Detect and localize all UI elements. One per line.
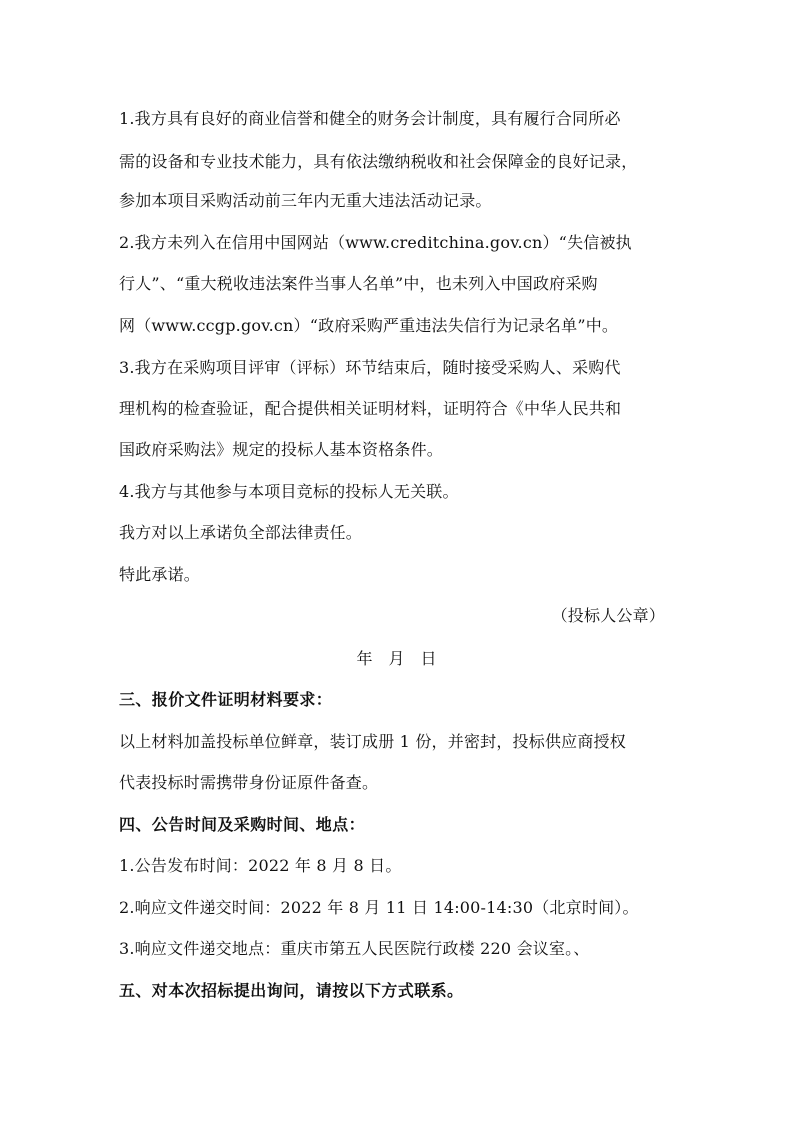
commitment-3-line-1: 3.我方在采购项目评审（评标）环节结束后，随时接受采购人、采购代 — [119, 358, 621, 377]
section-4-heading: 四、公告时间及采购时间、地点： — [119, 815, 366, 834]
commitment-3-line-3: 国政府采购法》规定的投标人基本资格条件。 — [119, 440, 444, 459]
section-5-heading: 五、对本次招标提出询问，请按以下方式联系。 — [119, 981, 464, 1000]
commitment-2-line-2: 行人”、“重大税收违法案件当事人名单”中，也未列入中国政府采购 — [119, 274, 598, 293]
closing-statement: 特此承诺。 — [119, 565, 201, 584]
section-4-item-3: 3.响应文件递交地点：重庆市第五人民医院行政楼 220 会议室。、 — [119, 939, 590, 958]
commitment-1-line-2: 需的设备和专业技术能力，具有依法缴纳税收和社会保障金的良好记录， — [119, 152, 638, 171]
commitment-1-line-1: 1.我方具有良好的商业信誉和健全的财务会计制度，具有履行合同所必 — [119, 109, 621, 128]
commitment-2-line-1: 2.我方未列入在信用中国网站（www.creditchina.gov.cn）“失信被执 — [119, 233, 632, 252]
bidder-seal-label: （投标人公章） — [551, 606, 665, 625]
commitment-2-line-3: 网（www.ccgp.gov.cn）“政府采购严重违法失信行为记录名单”中。 — [119, 316, 619, 335]
section-3-heading: 三、报价文件证明材料要求： — [119, 690, 333, 709]
section-3-line-2: 代表投标时需携带身份证原件备查。 — [119, 773, 379, 792]
commitment-4-line-1: 4.我方与其他参与本项目竞标的投标人无关联。 — [119, 482, 459, 501]
section-4-item-2: 2.响应文件递交时间：2022 年 8 月 11 日 14:00-14:30（北京时间）。 — [119, 898, 639, 917]
liability-statement: 我方对以上承诺负全部法律责任。 — [119, 523, 363, 542]
section-3-line-1: 以上材料加盖投标单位鲜章，装订成册 1 份，并密封，投标供应商授权 — [119, 732, 626, 751]
commitment-3-line-2: 理机构的检查验证，配合提供相关证明材料，证明符合《中华人民共和 — [119, 399, 622, 418]
date-line: 年 月 日 — [356, 649, 437, 668]
section-4-item-1: 1.公告发布时间：2022 年 8 月 8 日。 — [119, 856, 402, 875]
commitment-1-line-3: 参加本项目采购活动前三年内无重大违法活动记录。 — [119, 191, 492, 210]
